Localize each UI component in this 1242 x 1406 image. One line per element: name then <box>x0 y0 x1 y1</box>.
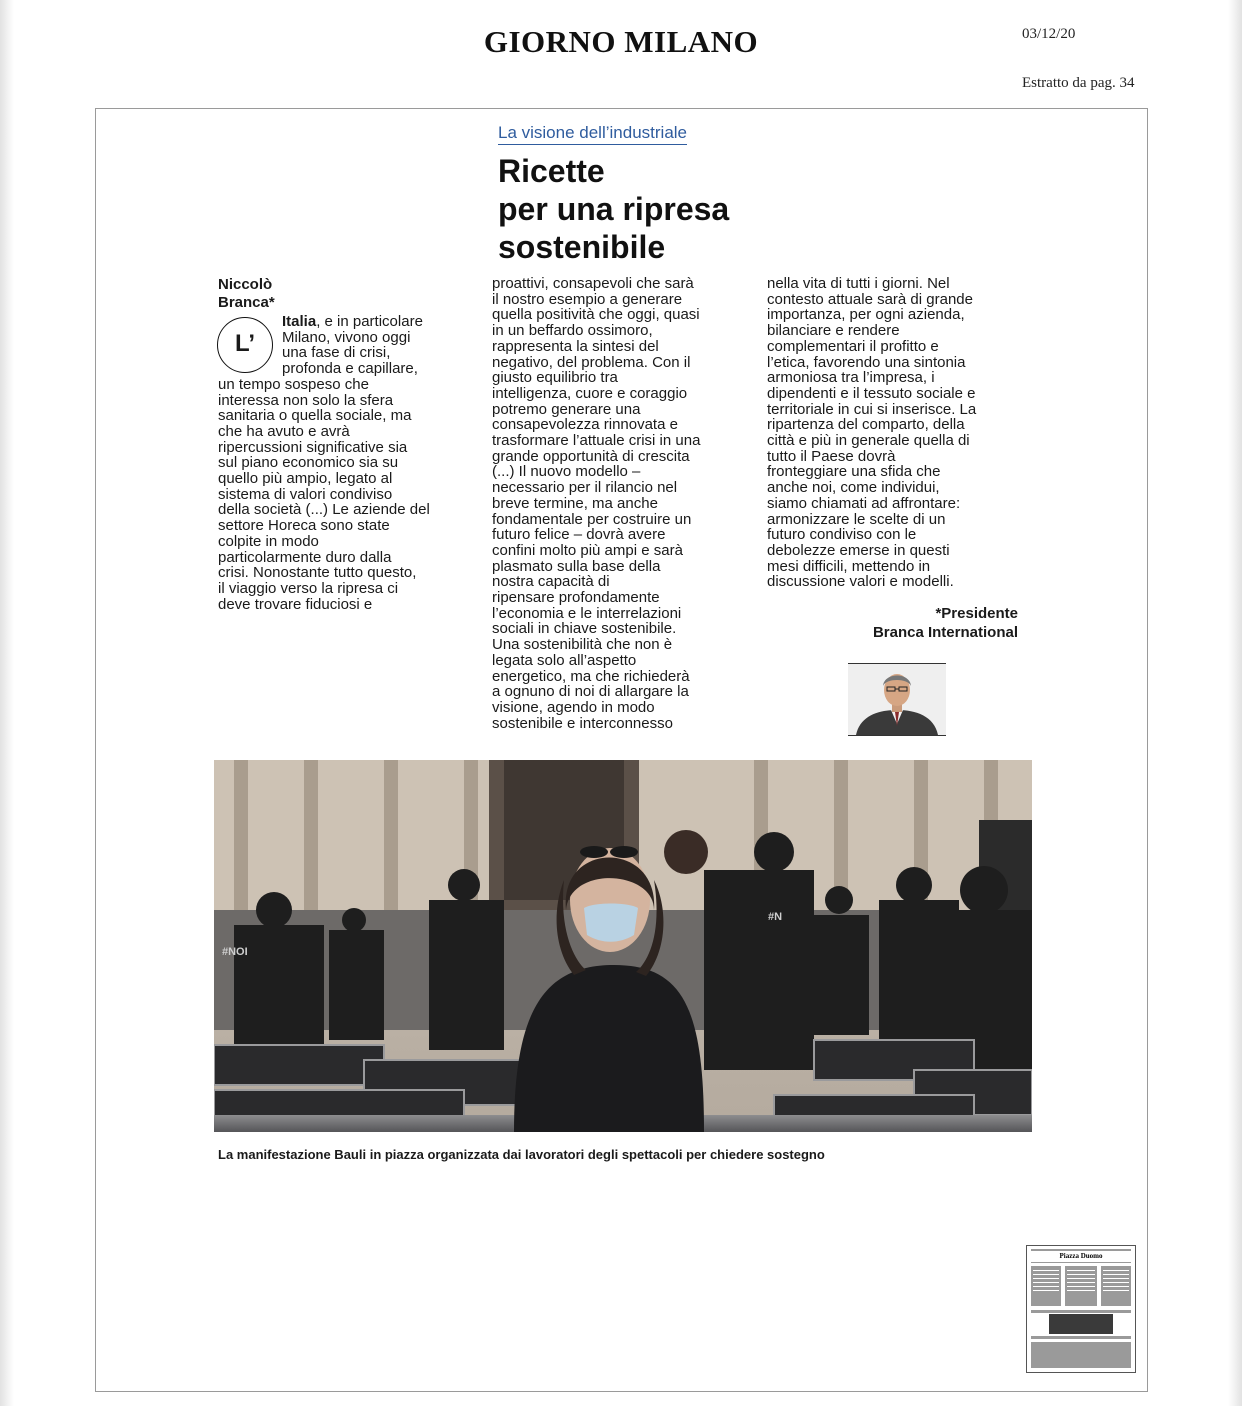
column-line: plasmato sulla base della <box>492 557 661 575</box>
column-line <box>218 314 470 330</box>
column-line: futuro condiviso con le <box>767 526 917 544</box>
column-line: il viaggio verso la ripresa ci <box>218 579 399 597</box>
protest-photo-illustration <box>214 760 1032 1132</box>
column-line: territoriale in cui si inserisce. La <box>767 400 977 418</box>
column-line: anche noi, come individui, <box>767 479 940 497</box>
column-line: della società (...) Le aziende del <box>218 501 430 519</box>
column-line: potremo generare una <box>492 400 641 418</box>
column-line: intelligenza, cuore e coraggio <box>492 384 688 402</box>
column-line: sul piano economico sia su <box>218 454 399 472</box>
author-last-name: Branca* <box>218 294 275 311</box>
column-line: ripercussioni significative sia <box>218 438 408 456</box>
author-portrait <box>848 663 946 736</box>
column-line: sanitaria o quella sociale, ma <box>218 407 412 425</box>
column-line: l’economia e le interrelazioni <box>492 604 682 622</box>
article-headline <box>498 152 798 266</box>
svg-text:#N: #N <box>768 911 783 923</box>
headline-line: sostenibile <box>498 229 666 265</box>
column-line: necessario per il rilancio nel <box>492 479 678 497</box>
column-line: futuro felice – dovrà avere <box>492 526 666 544</box>
page-edge-shadow-right <box>1228 0 1242 1406</box>
column-line: in un beffardo ossimoro, <box>492 322 653 340</box>
author-byline <box>218 276 275 312</box>
protest-photo <box>214 760 1032 1132</box>
column-line: confini molto più ampi e sarà <box>492 541 683 559</box>
column-line: ripartenza del comparto, della <box>767 416 965 434</box>
thumbnail-preview <box>1027 1246 1135 1372</box>
column-line: mesi difficili, mettendo in <box>767 557 931 575</box>
column-line: Milano, vivono oggi <box>282 328 411 346</box>
photo-caption: La manifestazione Bauli in piazza organizzata dai lavoratori degli spettacoli per chiedere sostegno <box>218 1147 825 1162</box>
signature-company: Branca International <box>872 624 1018 641</box>
column-line: armonizzare le scelte di un <box>767 510 946 528</box>
column-line: interessa non solo la sfera <box>218 391 394 409</box>
headline-line: per una ripresa <box>498 191 730 227</box>
article-column-2 <box>492 276 750 731</box>
article-kicker: La visione dell’industriale <box>498 123 687 145</box>
signature-role: *Presidente <box>935 605 1018 622</box>
page-thumbnail[interactable] <box>1026 1245 1136 1373</box>
column-line: città e più in generale quella di <box>767 432 970 450</box>
column-line: colpite in modo <box>218 532 319 550</box>
column-line: particolarmente duro dalla <box>218 548 392 566</box>
column-line: una fase di crisi, <box>282 344 391 362</box>
column-line: breve termine, ma anche <box>492 494 658 512</box>
column-line: trasformare l’attuale crisi in una <box>492 432 701 450</box>
column-line: complementari il profitto e <box>767 337 939 355</box>
column-line: un tempo sospeso che <box>218 375 369 393</box>
column-line: (...) Il nuovo modello – <box>492 463 641 481</box>
page-edge-shadow-left <box>0 0 14 1406</box>
column-line: sociali in chiave sostenibile. <box>492 620 677 638</box>
column-line: nella vita di tutti i giorni. Nel <box>767 275 950 292</box>
masthead: GIORNO MILANO <box>483 24 759 59</box>
column-line: sostenibile e interconnesso <box>492 714 673 732</box>
column-line: fondamentale per costruire un <box>492 510 692 528</box>
column-line: ripensare profondamente <box>492 589 660 607</box>
lead-word: Italia <box>282 313 317 330</box>
column-line: rappresenta la sintesi del <box>492 337 659 355</box>
column-line: settore Horeca sono state <box>218 517 390 535</box>
column-line: che ha avuto e avrà <box>218 422 350 440</box>
column-line: profonda e capillare, <box>282 360 418 378</box>
column-line: quella positività che oggi, quasi <box>492 306 700 324</box>
column-line: dipendenti e il tessuto sociale e <box>767 384 976 402</box>
column-line: sistema di valori condiviso <box>218 485 393 503</box>
column-line: proattivi, consapevoli che sarà <box>492 275 694 292</box>
column-line: fronteggiare una sfida che <box>767 463 941 481</box>
column-line: bilanciare e rendere <box>767 322 900 340</box>
thumbnail-title: Piazza Duomo <box>1059 1252 1103 1260</box>
column-line: giusto equilibrio tra <box>492 369 618 387</box>
column-line-text: , e in particolare <box>316 313 423 330</box>
article-column-1 <box>218 314 470 612</box>
column-line: grande opportunità di crescita <box>492 447 690 465</box>
column-line: consapevolezza rinnovata e <box>492 416 678 434</box>
headline-line: Ricette <box>498 153 605 189</box>
issue-date: 03/12/20 <box>1022 26 1076 42</box>
column-line: quello più ampio, legato al <box>218 470 393 488</box>
page-extract-label: Estratto da pag. 34 <box>1022 75 1135 91</box>
author-first-name: Niccolò <box>218 276 273 293</box>
column-line: discussione valori e modelli. <box>767 573 954 591</box>
column-line: nostra capacità di <box>492 573 610 591</box>
author-portrait-illustration <box>848 664 946 735</box>
column-line: importanza, per ogni azienda, <box>767 306 965 324</box>
drop-cap: L’ <box>217 317 273 373</box>
column-line: visione, agendo in modo <box>492 698 655 716</box>
column-line: Una sostenibilità che non è <box>492 636 673 654</box>
column-line: armoniosa tra l’impresa, i <box>767 369 935 387</box>
column-line: a ognuno di noi di allargare la <box>492 683 689 701</box>
column-line: crisi. Nonostante tutto questo, <box>218 564 417 582</box>
column-line: l’etica, favorendo una sintonia <box>767 353 966 371</box>
column-line: legata solo all’aspetto <box>492 651 637 669</box>
column-line: il nostro esempio a generare <box>492 290 683 308</box>
column-line: energetico, ma che richiederà <box>492 667 690 685</box>
column-line: tutto il Paese dovrà <box>767 447 896 465</box>
column-line: contesto attuale sarà di grande <box>767 290 973 308</box>
column-line: siamo chiamati ad affrontare: <box>767 494 961 512</box>
column-line: debolezze emerse in questi <box>767 541 950 559</box>
article-column-3 <box>767 276 1023 590</box>
svg-text:#NOI: #NOI <box>222 946 248 958</box>
column-line: negativo, del problema. Con il <box>492 353 691 371</box>
column-line: deve trovare fiduciosi e <box>218 595 373 613</box>
